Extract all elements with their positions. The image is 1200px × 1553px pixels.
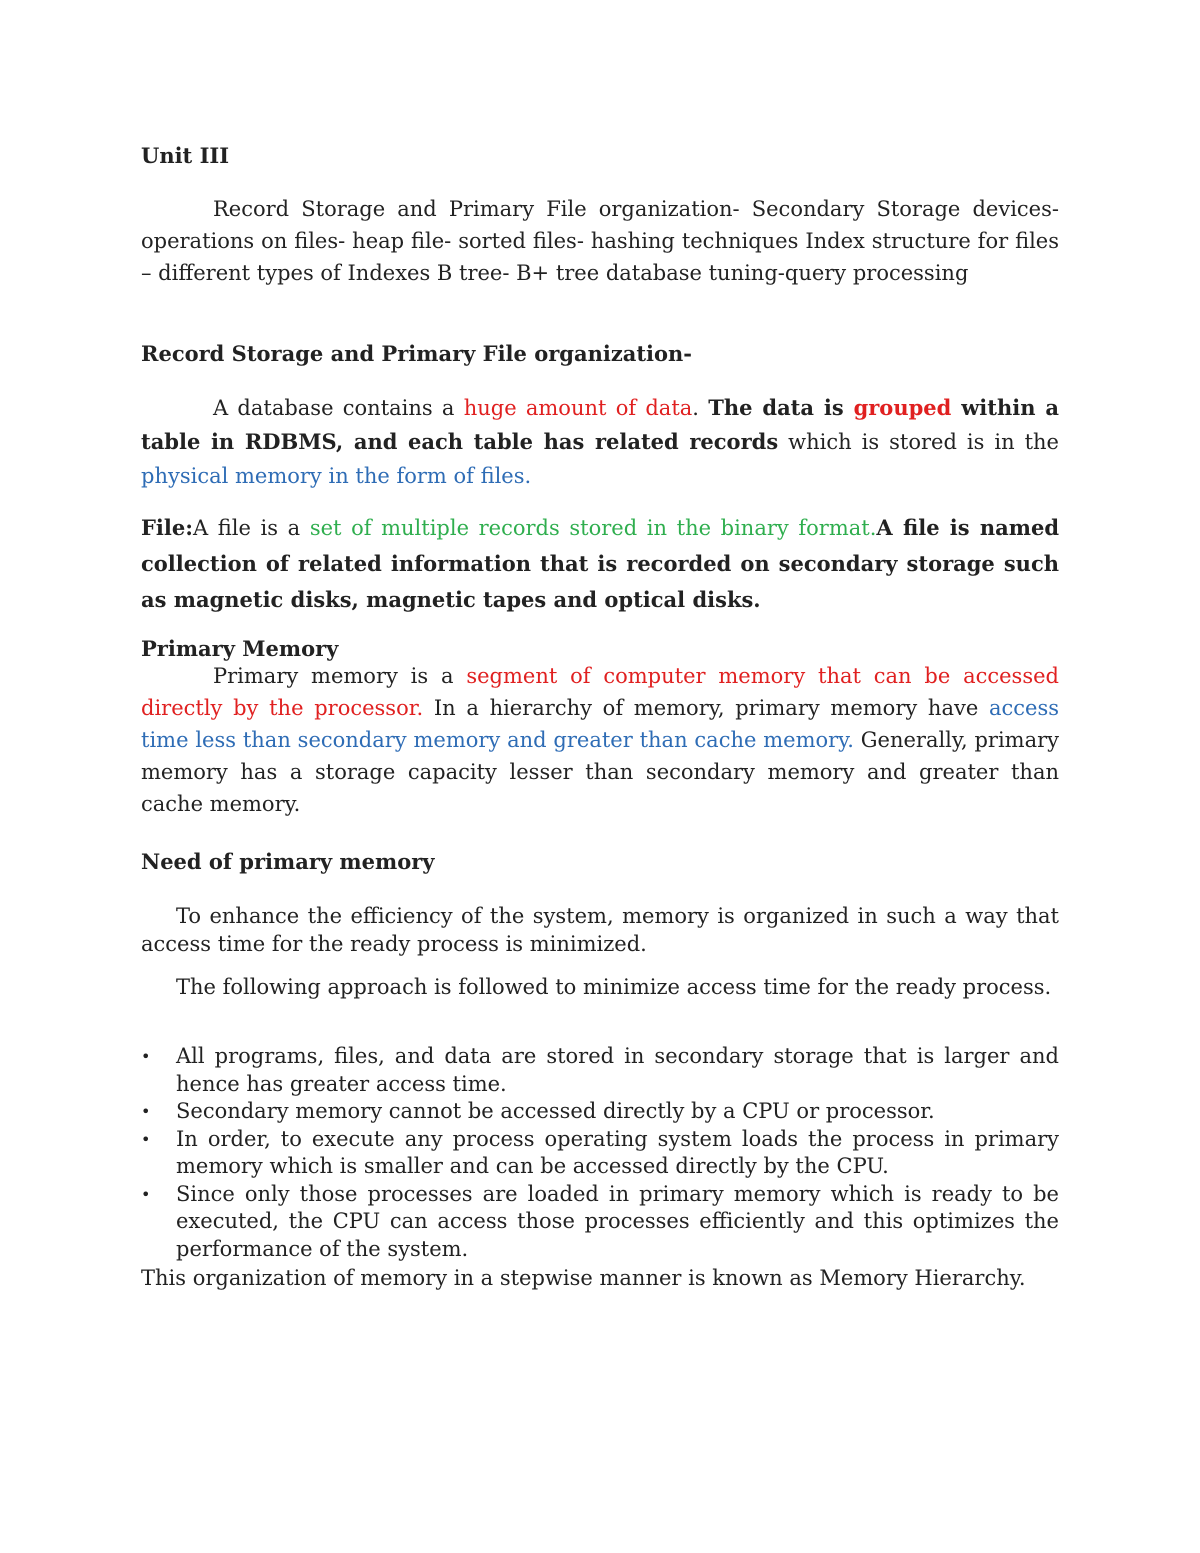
primary-memory-paragraph: Primary memory is a segment of computer memory that can be accessed directly by the processor. In a hierarchy of memory, primary memory have access time less than secondary memory and greater than cache memory. Generally, primary memory has a storage capacity lesser than secondary memory and greater than cache memory.: [141, 664, 1059, 816]
bullet-icon: •: [141, 1047, 151, 1066]
highlight-grouped: grouped: [853, 395, 952, 420]
record-storage-heading: Record Storage and Primary File organization-: [141, 341, 693, 366]
file-label: File:: [141, 515, 193, 540]
need-paragraph-2: The following approach is followed to minimize access time for the ready process.: [176, 975, 1052, 999]
approach-list: [141, 1043, 1059, 1263]
list-item: • Since only those processes are loaded in primary memory which is ready to be executed, the CPU can access those processes efficiently and this optimizes the performance of the system.: [141, 1181, 1059, 1261]
unit-heading: Unit III: [141, 143, 230, 168]
list-item: • In order, to execute any process operating system loads the process in primary memory which is smaller and can be accessed directly by the CPU.: [141, 1126, 1059, 1178]
file-definition-paragraph: File:A file is a set of multiple records stored in the binary format.A file is named collection of related information that is recorded on secondary storage such as magnetic disks, magnetic tapes and optical disks.: [141, 515, 1060, 612]
highlight-huge-data: huge amount of data: [463, 396, 693, 420]
list-item: • Secondary memory cannot be accessed directly by a CPU or processor.: [141, 1098, 1059, 1126]
primary-memory-heading: Primary Memory: [141, 636, 339, 661]
syllabus-paragraph: Record Storage and Primary File organization- Secondary Storage devices-operations on files- heap file- sorted files- hashing techniques Index structure for files – different types of Indexes B tree- B+ tree database tuning-query processing: [141, 197, 1059, 285]
bullet-icon: •: [141, 1102, 151, 1121]
highlight-physical-memory: physical memory in the form of files.: [141, 464, 532, 488]
bullet-icon: •: [141, 1184, 151, 1204]
closing-paragraph: This organization of memory in a stepwise manner is known as Memory Hierarchy.: [141, 1266, 1026, 1290]
record-storage-paragraph: A database contains a huge amount of data. The data is grouped within a table in RDBMS, and each table has related records which is stored is in the physical memory in the form of files.: [141, 395, 1059, 488]
highlight-segment: segment of computer memory that can be accessed directly by the processor.: [141, 664, 1059, 720]
need-primary-memory-heading: Need of primary memory: [141, 849, 435, 874]
highlight-access-time: access time less than secondary memory and greater than cache memory.: [141, 696, 1059, 752]
need-paragraph-1: To enhance the efficiency of the system, memory is organized in such a way that access time for the ready process is minimized.: [141, 904, 1059, 956]
bullet-icon: •: [141, 1129, 151, 1149]
highlight-binary-format: set of multiple records stored in the binary format.: [309, 516, 877, 540]
list-item: • All programs, files, and data are stored in secondary storage that is larger and hence has greater access time.: [141, 1044, 1059, 1096]
